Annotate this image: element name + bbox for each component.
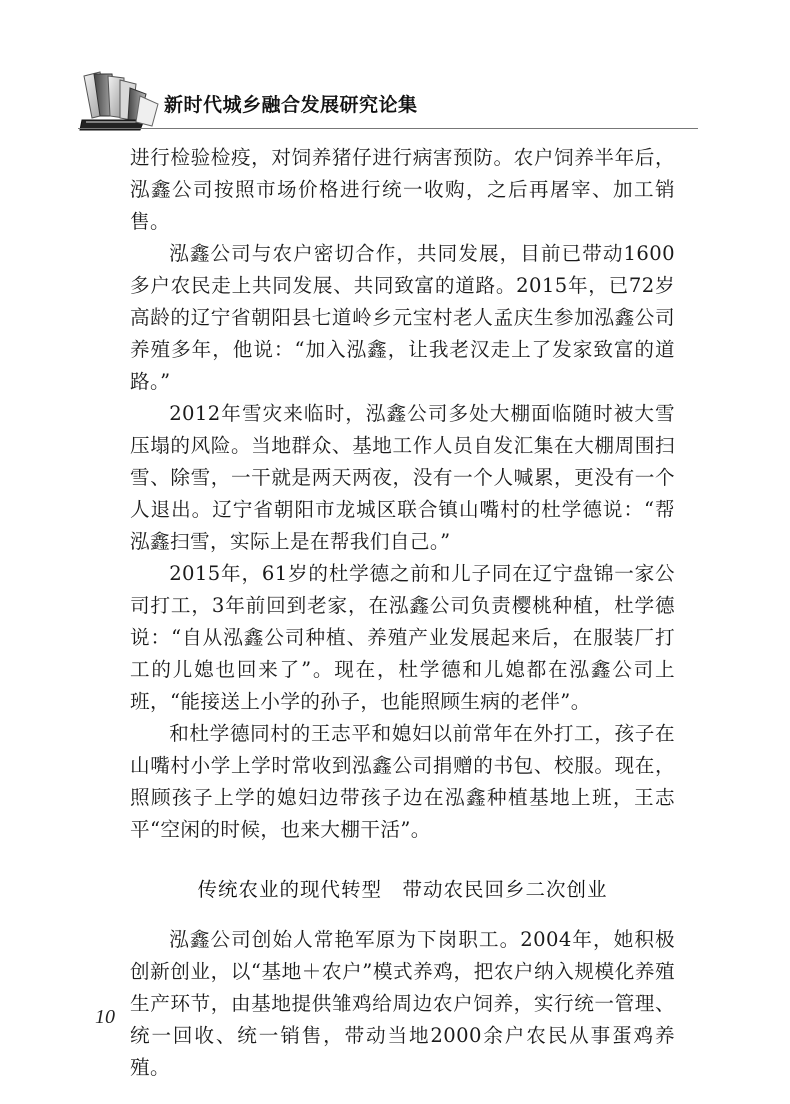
paragraph: 2012年雪灾来临时，泓鑫公司多处大棚面临随时被大雪压塌的风险。当地群众、基地工作人员自发汇集在大棚周围扫雪、除雪，一干就是两天两夜，没有一个人喊累，更没有一个人退出。辽宁省朝阳市龙城区联合镇山嘴村的杜学德说：“帮泓鑫扫雪，实际上是在帮我们自己。”: [130, 402, 675, 553]
header-divider: [78, 128, 698, 129]
running-header: [78, 68, 718, 132]
paragraph: 泓鑫公司创始人常艳军原为下岗职工。2004年，她积极创新创业，以“基地＋农户”模式养鸡，把农户纳入规模化养殖生产环节，由基地提供雏鸡给周边农户饲养，实行统一管理、统一回收、统一销售，带动当地2000余户农民从事蛋鸡养殖。: [130, 928, 675, 1079]
page-number: 10: [95, 1006, 115, 1028]
paragraph: 和杜学德同村的王志平和媳妇以前常年在外打工，孩子在山嘴村小学上学时常收到泓鑫公司捐赠的书包、校服。现在，照顾孩子上学的媳妇边带孩子边在泓鑫种植基地上班，王志平“空闲的时候，也来大棚干活”。: [130, 722, 675, 841]
page-body: [130, 142, 675, 1084]
section-heading: 传统农业的现代转型 带动农民回乡二次创业: [197, 878, 608, 901]
paragraph: 泓鑫公司与农户密切合作，共同发展，目前已带动1600多户农民走上共同发展、共同致富的道路。2015年，已72岁高龄的辽宁省朝阳县七道岭乡元宝村老人孟庆生参加泓鑫公司养殖多年，他说：“加入泓鑫，让我老汉走上了发家致富的道路。”: [130, 242, 675, 393]
stacked-books-icon: [78, 68, 174, 132]
paragraph-continued: 进行检验检疫，对饲养猪仔进行病害预防。农户饲养半年后，泓鑫公司按照市场价格进行统一收购，之后再屠宰、加工销售。: [130, 146, 675, 233]
book-series-title: 新时代城乡融合发展研究论集: [164, 94, 418, 116]
paragraph: 2015年，61岁的杜学德之前和儿子同在辽宁盘锦一家公司打工，3年前回到老家，在泓鑫公司负责樱桃种植，杜学德说：“自从泓鑫公司种植、养殖产业发展起来后，在服装厂打工的儿媳也回来了”。现在，杜学德和儿媳都在泓鑫公司上班，“能接送上小学的孙子，也能照顾生病的老伴”。: [130, 562, 675, 713]
